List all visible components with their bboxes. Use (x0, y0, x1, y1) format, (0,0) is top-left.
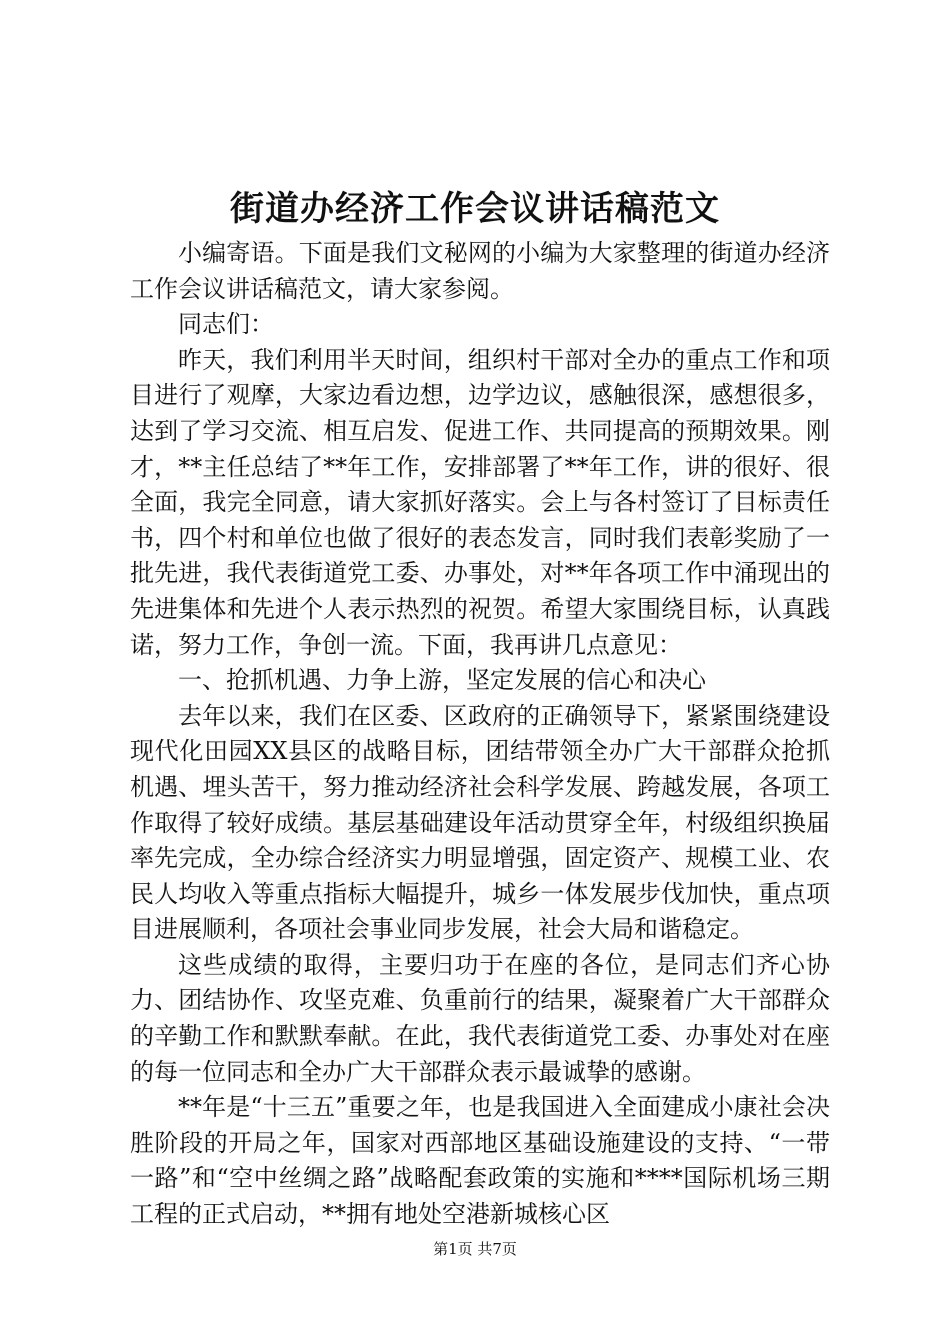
paragraph-intro: 小编寄语。下面是我们文秘网的小编为大家整理的街道办经济工作会议讲话稿范文，请大家参阅。 (130, 239, 830, 303)
paragraph-salutation: 同志们： (178, 310, 274, 339)
page-number-footer: 第1页 共7页 (433, 1240, 517, 1258)
paragraph-thanks: 这些成绩的取得，主要归功于在座的各位，是同志们齐心协力、团结协作、攻坚克难、负重前行的结果，凝聚着广大干部群众的辛勤工作和默默奉献。在此，我代表街道党工委、办事处对在座的每一位同志和全办广大干部群众表示最诚挚的感谢。 (130, 950, 830, 1086)
document-body (130, 236, 830, 1233)
document-title: 街道办经济工作会议讲话稿范文 (230, 189, 720, 229)
paragraph-achievements: 去年以来，我们在区委、区政府的正确领导下，紧紧围绕建设现代化田园XX县区的战略目标，团结带领全办广大干部群众抢抓机遇、埋头苦干，努力推动经济社会科学发展、跨越发展，各项工作取得了较好成绩。基层基础建设年活动贯穿全年，村级组织换届率先完成，全办综合经济实力明显增强，固定资产、规模工业、农民人均收入等重点指标大幅提升，城乡一体发展步伐加快，重点项目进展顺利，各项社会事业同步发展，社会大局和谐稳定。 (130, 701, 830, 944)
paragraph-opening: 昨天，我们利用半天时间，组织村干部对全办的重点工作和项目进行了观摩，大家边看边想，边学边议，感触很深，感想很多，达到了学习交流、相互启发、促进工作、共同提高的预期效果。刚才，**主任总结了**年工作，安排部署了**年工作，讲的很好、很全面，我完全同意，请大家抓好落实。会上与各村签订了目标责任书，四个村和单位也做了很好的表态发言，同时我们表彰奖励了一批先进，我代表街道党工委、办事处，对**年各项工作中涌现出的先进集体和先进个人表示热烈的祝贺。希望大家围绕目标，认真践诺，努力工作，争创一流。下面，我再讲几点意见： (130, 345, 830, 659)
paragraph-outlook: **年是“十三五”重要之年，也是我国进入全面建成小康社会决胜阶段的开局之年，国家对西部地区基础设施建设的支持、“一带一路”和“空中丝绸之路”战略配套政策的实施和****国际机场三期工程的正式启动，**拥有地处空港新城核心区 (130, 1093, 830, 1229)
section-heading-1: 一、抢抓机遇、力争上游，坚定发展的信心和决心 (178, 666, 706, 695)
